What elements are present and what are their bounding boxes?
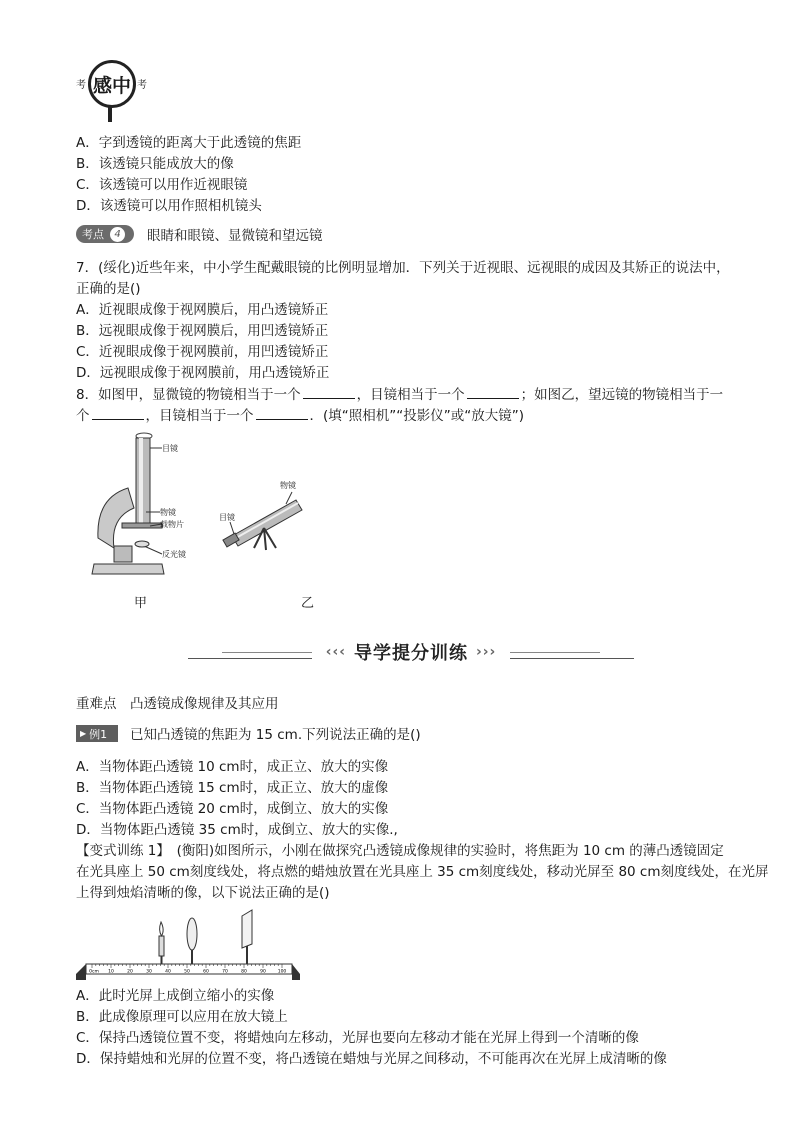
ruler-tick-label: 70 [222,969,228,975]
q8-blank-2[interactable] [467,384,519,399]
example1-stem: 已知凸透镜的焦距为 15 cm.下列说法正确的是() [130,727,421,743]
q6-option-a: A．字到透镜的距离大于此透镜的焦距 [76,135,302,151]
label-tel-objective: 物镜 [280,481,296,490]
ruler-tick-label: 100 [277,969,287,975]
section-title: 眼睛和眼镜、显微镜和望远镜 [147,228,323,244]
banner-rule-right-2 [510,652,600,653]
ruler-tick-label: 0cm [89,969,99,975]
section-badge [76,225,134,243]
banner-arrows-left: ‹‹‹ [325,644,346,660]
label-objective: 物镜 [160,508,176,517]
q6-option-c: C．该透镜可以用作近视眼镜 [76,177,248,193]
q8-text-5: ，目镜相当于一个 [145,408,254,424]
q8-text-2: ，目镜相当于一个 [356,387,465,403]
variant1-option-a: A．此时光屏上成倒立缩小的实像 [76,988,275,1004]
logo-left-char: 考 [76,80,86,91]
q8-text-4: 个 [76,408,90,424]
example-badge-label: 例1 [89,727,108,741]
telescope-eyepiece [223,533,239,547]
candle-flame [160,922,164,936]
ruler-tick-label: 10 [108,969,114,975]
q7-option-d: D．远视眼成像于视网膜前，用凸透镜矫正 [76,365,330,381]
q7-option-a: A．近视眼成像于视网膜后，用凸透镜矫正 [76,302,329,318]
banner-rule-right [510,658,634,659]
label-tel-eyepiece: 目镜 [219,513,235,522]
ruler-tick-label: 20 [127,969,133,975]
optical-bench-figure [76,908,300,982]
banner-rule-left-2 [222,652,312,653]
example1-option-b: B．当物体距凸透镜 15 cm时，成正立、放大的虚像 [76,780,389,796]
q8-blank-1[interactable] [303,384,355,399]
microscope-figure [88,428,208,578]
variant1-line1: 【变式训练 1】 (衡阳)如图所示，小刚在做探究凸透镜成像规律的实验时，将焦距为 10 cm 的薄凸透镜固定 [76,843,724,859]
example-badge [76,725,118,742]
variant1-line3: 上得到烛焰清晰的像，以下说法正确的是() [76,885,330,901]
label-mirror: 反光镜 [162,550,186,559]
ruler-tick-label: 30 [146,969,152,975]
q7-stem-line2: 正确的是() [76,281,141,297]
q8-line2 [76,405,524,426]
variant1-line2: 在光具座上 50 cm刻度线处，将点燃的蜡烛放置在光具座上 35 cm刻度线处，移动光屏至 80 cm刻度线处，在光屏 [76,864,769,880]
label-stage: 载物片 [160,520,184,529]
q8-line1 [76,384,723,405]
microscope-pillar [114,546,132,562]
section-banner [312,640,510,664]
leader-mirror [144,546,162,554]
q8-blank-4[interactable] [256,405,308,420]
banner-title: 导学提分训练 [354,643,468,664]
ruler-tick-label: 60 [203,969,209,975]
label-eyepiece: 目镜 [162,444,178,453]
q8-text-3: ；如图乙，望远镜的物镜相当于一 [520,387,724,403]
key-point-title: 重难点 凸透镜成像规律及其应用 [76,696,279,712]
microscope-base [92,564,164,574]
leader-tel-eyepiece [230,522,234,534]
q7-option-c: C．近视眼成像于视网膜前，用凹透镜矫正 [76,344,329,360]
lens [187,918,197,950]
example1-option-d: D．当物体距凸透镜 35 cm时，成倒立、放大的实像., [76,822,398,838]
ruler-tick-label: 50 [184,969,190,975]
figure-label-b: 乙 [301,596,315,611]
q8-text-1: 8．如图甲，显微镜的物镜相当于一个 [76,387,301,403]
figure-label-a: 甲 [134,596,148,611]
example1-option-a: A．当物体距凸透镜 10 cm时，成正立、放大的实像 [76,759,389,775]
variant1-option-d: D．保持蜡烛和光屏的位置不变，将凸透镜在蜡烛与光屏之间移动，不可能再次在光屏上成清晰的像 [76,1051,667,1067]
microscope-mirror [135,541,149,547]
q8-text-6: ．(填“照相机”“投影仪”或“放大镜”) [309,408,524,424]
q7-stem-line1: 7．(绥化)近些年来，中小学生配戴眼镜的比例明显增加．下列关于近视眼、远视眼的成因及其矫正的说法中， [76,260,730,276]
bench-end-left [76,964,86,980]
variant1-option-b: B．此成像原理可以应用在放大镜上 [76,1009,288,1025]
banner-arrows-right: ››› [476,644,497,660]
bench-end-right [292,964,300,980]
ruler-tick-label: 90 [260,969,266,975]
microscope-arm [98,488,134,548]
logo-stem [108,106,112,122]
q6-option-b: B．该透镜只能成放大的像 [76,156,234,172]
ruler-tick-label: 80 [241,969,247,975]
q8-blank-3[interactable] [92,405,144,420]
section-badge-label: 考点 [82,228,104,241]
example1-option-c: C．当物体距凸透镜 20 cm时，成倒立、放大的实像 [76,801,389,817]
variant1-option-c: C．保持凸透镜位置不变，将蜡烛向左移动，光屏也要向左移动才能在光屏上得到一个清晰的像 [76,1030,639,1046]
ruler-tick-label: 40 [165,969,171,975]
logo-right-char: 考 [137,80,147,91]
q7-option-b: B．远视眼成像于视网膜后，用凹透镜矫正 [76,323,329,339]
microscope-tube-highlight [139,438,143,528]
screen [242,910,252,948]
candle-body [159,936,164,956]
q6-option-d: D．该透镜可以用作照相机镜头 [76,198,262,214]
play-icon: ▶ [80,729,87,738]
logo-badge: 感中 [88,60,136,108]
section-badge-number: 4 [110,227,125,242]
banner-rule-left [188,658,312,659]
